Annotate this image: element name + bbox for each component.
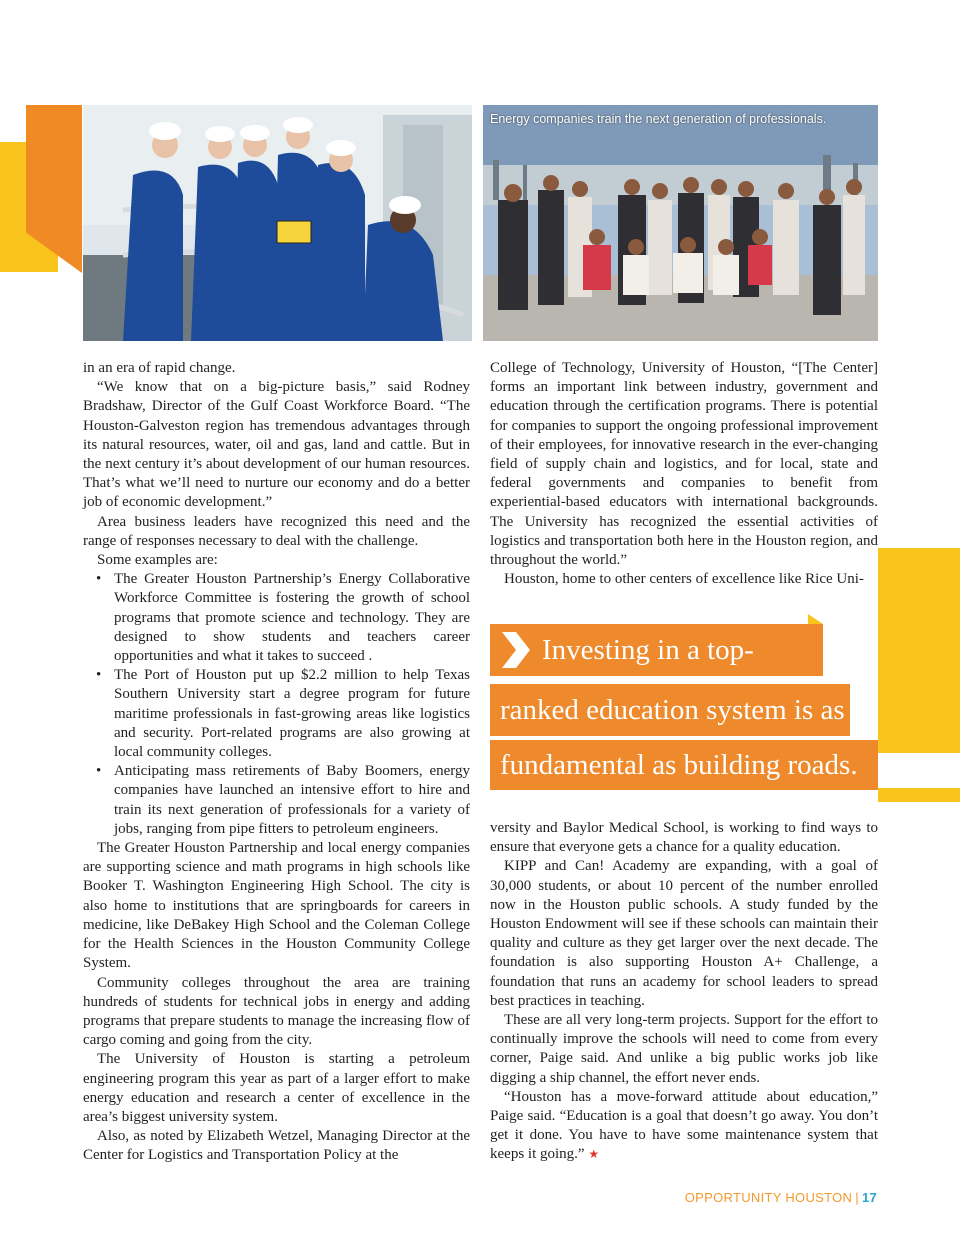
pull-quote-line-3: [490, 740, 878, 790]
paragraph: The University of Houston is starting a petroleum engineering program this year as part of a larger effort to make energy education and research a center of excellence in the area’s biggest university system.: [83, 1051, 470, 1125]
photo-group-graphic: [483, 105, 878, 341]
paragraph: “We know that on a big-picture basis,” said Rodney Bradshaw, Director of the Gulf Coast Workforce Board. “The Houston-Galveston region has tremendous advantages through its natural resources, water, oil and gas, land and cattle. But in the next century it’s about development of our human resources. That’s what we’ll need to nurture our economy and do a better job of economic development.”: [83, 379, 470, 511]
pull-quote-line-2: [490, 684, 850, 736]
paragraph: Houston, home to other centers of excellence like Rice Uni-: [504, 571, 864, 588]
page-number: 17: [861, 1190, 877, 1205]
chevron-right-icon: [500, 632, 530, 668]
pull-quote-text-1: Investing in a top-: [542, 633, 754, 666]
photo-workers-graphic: [83, 105, 472, 341]
pull-quote-line-1: [490, 624, 823, 676]
photo-workers-hardhats: [83, 105, 472, 341]
publication-name: OPPORTUNITY HOUSTON: [684, 1190, 853, 1205]
decor-yellow-bar-right: [878, 548, 960, 753]
paragraph: Area business leaders have recognized this need and the range of responses necessary to deal with the challenge.: [83, 513, 470, 549]
paragraph: KIPP and Can! Academy are expanding, with a goal of 30,000 students, or about 10 percent of the number enrolled now in the Houston public schools. A study funded by the Houston Endowment will see if these schools can maintain their quality and culture as they get larger over the next decade. The foundation is also supporting Houston A+ Challenge, a foundation that runs an academy for school leaders to spread best practices in teaching.: [490, 858, 878, 1009]
pull-quote-notch: [808, 614, 823, 624]
list-item: • Anticipating mass retirements of Baby Boomers, energy companies have launched an intensive effort to hire and train its next generation of professionals for a variety of jobs, ranging from pipe fitters to petroleum engineers.: [83, 762, 470, 839]
paragraph: College of Technology, University of Houston, “[The Center] forms an important link between industry, government and education through the certification programs. There is potential for companies to support the ongoing professional improvement of their employees, for innovative research in the ever-changing field of supply chain and logistics, and for local, state and federal governments and companies to benefit from experiential-based educators with international backgrounds. The University has recognized the essential activities of logistics and transportation both here in the Houston region, and throughout the world.”: [490, 360, 878, 569]
paragraph: [490, 1088, 878, 1165]
article-column-left: [83, 359, 470, 1166]
photo-group-training: [483, 105, 878, 341]
end-mark-star-icon: ★: [588, 1147, 600, 1162]
photo-caption: Energy companies train the next generation of professionals.: [490, 112, 827, 126]
page-footer: [685, 1190, 877, 1205]
examples-list: [83, 570, 470, 839]
paragraph: in an era of rapid change.: [83, 360, 236, 376]
decor-yellow-strip-right: [878, 788, 960, 802]
list-item: • The Greater Houston Partnership’s Energy Collaborative Workforce Committee is fostering the growth of school programs that promote science and technology. They are designed to show students and teachers career opportunities and what it takes to succeed .: [83, 570, 470, 666]
pull-quote-text-2: ranked education system is as: [500, 693, 845, 726]
paragraph: Also, as noted by Elizabeth Wetzel, Managing Director at the Center for Logistics and Transportation Policy at the: [83, 1128, 470, 1164]
article-column-right-top: [490, 359, 878, 589]
footer-separator: |: [855, 1190, 859, 1205]
paragraph-text: “Houston has a move-forward attitude about education,” Paige said. “Education is a goal that doesn’t go away. You don’t get it done. You have to have some maintenance system that keeps it going.”: [490, 1088, 878, 1163]
paragraph: Some examples are:: [97, 552, 218, 569]
paragraph: versity and Baylor Medical School, is working to find ways to ensure that everyone gets a chance for a quality education.: [490, 820, 878, 856]
paragraph: These are all very long-term projects. Support for the effort to continually improve the schools will need to come from every corner, Paige said. And unlike a big public works job like digging a ship channel, the effort never ends.: [490, 1012, 878, 1086]
list-item: • The Port of Houston put up $2.2 million to help Texas Southern University start a degree program for future maritime professionals in fast-growing areas like logistics and security. Port-related programs are also growing at local community colleges.: [83, 666, 470, 762]
article-column-right-bottom: [490, 819, 878, 1165]
pull-quote-text-3: fundamental as building roads.: [500, 748, 858, 781]
paragraph: The Greater Houston Partnership and local energy companies are supporting science and math programs in high schools like Booker T. Washington Engineering High School. The city is also home to institutions that are springboards for careers in medicine, like DeBakey High School and the Coleman College for the Health Sciences in the Houston Community College System.: [83, 840, 470, 972]
paragraph: Community colleges throughout the area are training hundreds of students for technical jobs in energy and adding programs that prepare students to manage the increasing flow of cargo coming and going from the city.: [83, 974, 470, 1049]
